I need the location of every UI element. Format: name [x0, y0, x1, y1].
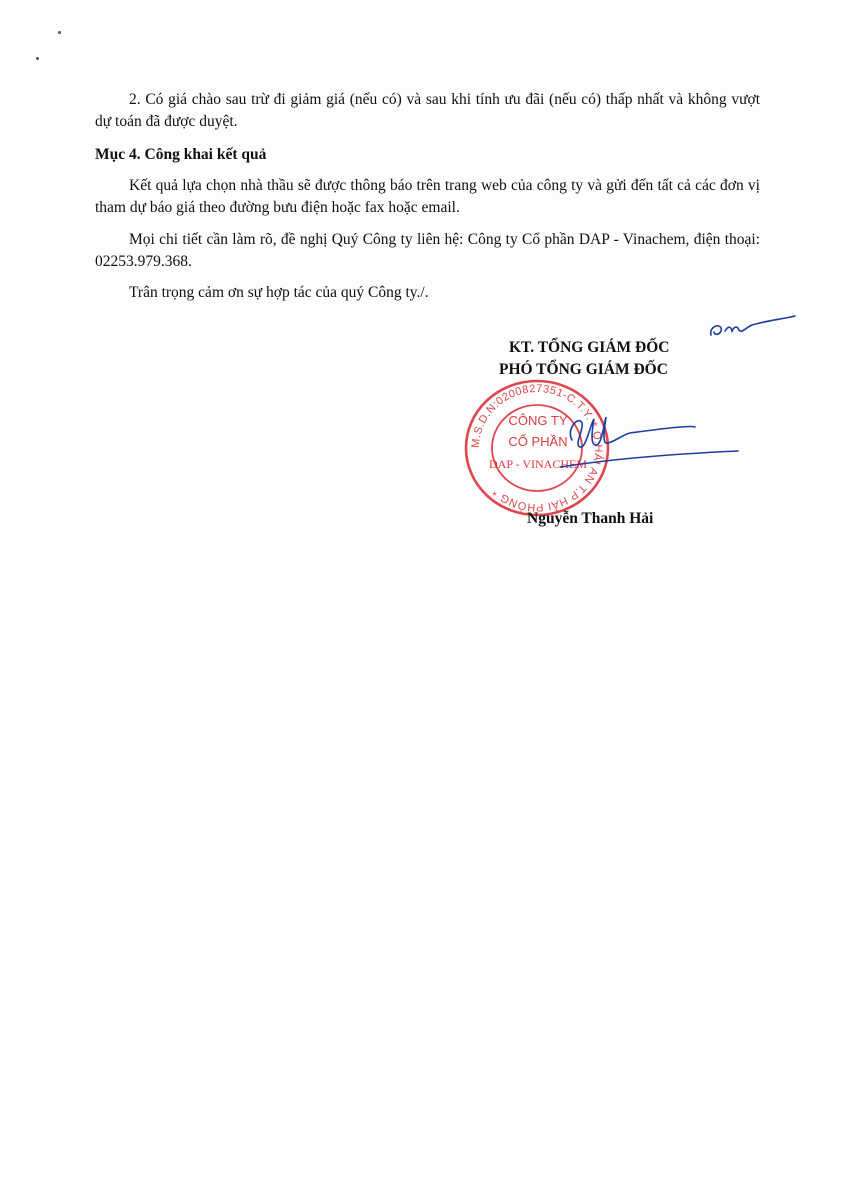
heading-text: Mục 4. Công khai kết quả: [95, 146, 267, 163]
paragraph-text: 2. Có giá chào sau trừ đi giảm giá (nếu có) và sau khi tính ưu đãi (nếu có) thấp nhất và không vượt dự toán đã được duyệt.: [95, 91, 760, 130]
signature-title-line2: PHÓ TỔNG GIÁM ĐỐC: [499, 361, 668, 378]
paragraph-contact: [95, 229, 760, 273]
paragraph-thanks: [95, 282, 760, 304]
paragraph-text: Kết quả lựa chọn nhà thầu sẽ được thông báo trên trang web của công ty và gửi đến tất cả các đơn vị tham dự báo giá theo đường bưu điện hoặc fax hoặc email.: [95, 177, 760, 216]
signature-title-line1: KT. TỔNG GIÁM ĐỐC: [509, 339, 670, 356]
paragraph-price-criteria: [95, 89, 760, 133]
paragraph-results: [95, 175, 760, 219]
section-heading-results: [95, 144, 760, 166]
paragraph-text: Trân trọng cảm ơn sự hợp tác của quý Công ty./.: [129, 284, 429, 301]
signer-name: Nguyễn Thanh Hải: [527, 510, 654, 527]
seal-line2: CỔ PHẦN: [508, 434, 568, 449]
seal-line3: DAP - VINACHEM: [488, 457, 588, 471]
initials-signature-icon: [705, 313, 800, 348]
scan-speck: [36, 57, 39, 60]
scan-speck: [58, 31, 61, 34]
seal-line1: CÔNG TY: [508, 413, 568, 428]
handwritten-signature-icon: [560, 405, 740, 480]
seal-ring-text: M.S.D.N:0200827351-C.T.Y. * Q.HẢI AN T.P HẢI PHÒNG *: [469, 382, 605, 514]
paragraph-text: Mọi chi tiết cần làm rõ, đề nghị Quý Công ty liên hệ: Công ty Cổ phần DAP - Vinachem, điện thoại: 02253.979.368.: [95, 231, 760, 270]
